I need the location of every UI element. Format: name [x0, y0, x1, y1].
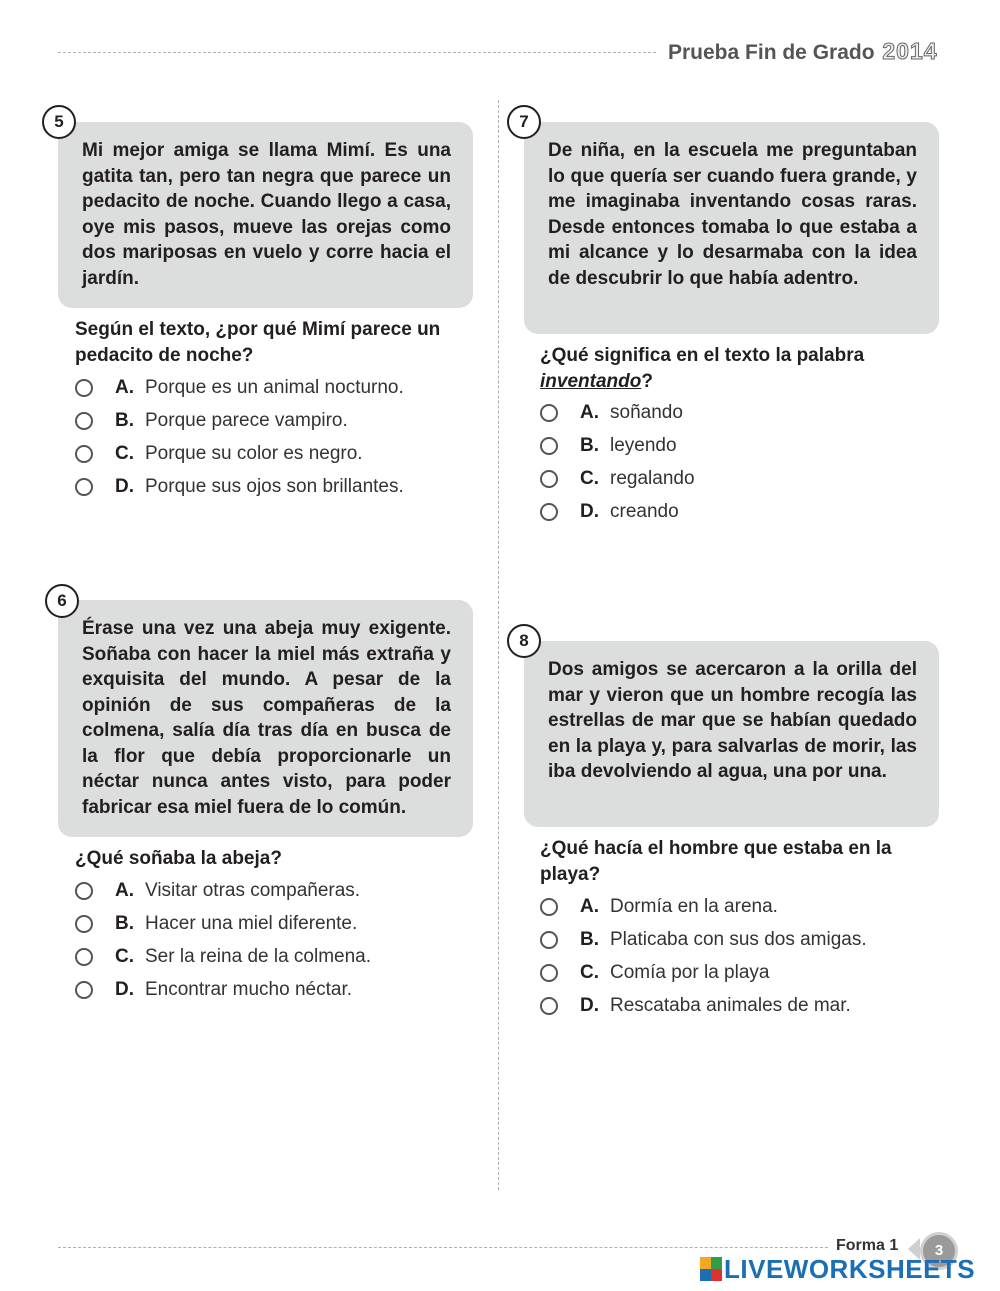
option-5b[interactable]: [75, 404, 404, 437]
option-letter: B.: [115, 912, 134, 934]
radio-circle-icon[interactable]: [75, 445, 93, 463]
options-5: [75, 371, 404, 503]
radio-circle-icon[interactable]: [75, 882, 93, 900]
options-8: [540, 890, 867, 1022]
option-letter: A.: [115, 879, 134, 901]
option-letter: C.: [115, 442, 134, 464]
page-title: [668, 38, 938, 65]
option-7a[interactable]: [540, 396, 695, 429]
option-letter: A.: [580, 401, 599, 423]
options-7: [540, 396, 695, 528]
radio-circle-icon[interactable]: [75, 412, 93, 430]
question-number-8: 8: [507, 624, 541, 658]
radio-circle-icon[interactable]: [75, 478, 93, 496]
column-divider: [498, 100, 499, 1190]
options-6: [75, 874, 371, 1006]
option-text: Dormía en la arena.: [610, 895, 778, 917]
option-text: Porque sus ojos son brillantes.: [145, 475, 404, 497]
option-8d[interactable]: [540, 989, 867, 1022]
brand-name: LIVEWORKSHEETS: [724, 1254, 976, 1284]
radio-circle-icon[interactable]: [540, 997, 558, 1015]
option-letter: B.: [115, 409, 134, 431]
radio-circle-icon[interactable]: [75, 915, 93, 933]
option-letter: B.: [580, 928, 599, 950]
option-letter: C.: [580, 961, 599, 983]
option-text: Visitar otras compañeras.: [145, 879, 361, 901]
page-title-year: 2014: [882, 38, 938, 64]
option-text: leyendo: [610, 434, 677, 456]
page-number: 3: [920, 1232, 958, 1270]
option-6a[interactable]: [75, 874, 371, 907]
option-text: Porque es un animal nocturno.: [145, 376, 404, 398]
option-5d[interactable]: [75, 470, 404, 503]
passage-5: Mi mejor amiga se llama Mimí. Es una gatita tan, pero tan negra que parece un pedacito de noche. Cuando llego a casa, oye mis pasos, mueve las orejas como dos mariposas en vuelo y corre hacia el jardín.: [58, 122, 473, 308]
question-7-keyword: inventando: [540, 371, 642, 392]
option-8a[interactable]: [540, 890, 867, 923]
option-letter: D.: [580, 500, 599, 522]
question-7: [540, 343, 935, 395]
option-letter: D.: [115, 978, 134, 1000]
question-number-7: 7: [507, 105, 541, 139]
option-5a[interactable]: [75, 371, 404, 404]
header-rule: [58, 52, 656, 53]
radio-circle-icon[interactable]: [540, 404, 558, 422]
radio-circle-icon[interactable]: [540, 898, 558, 916]
option-7c[interactable]: [540, 462, 695, 495]
option-text: Porque parece vampiro.: [145, 409, 348, 431]
radio-circle-icon[interactable]: [540, 470, 558, 488]
question-7-prefix: ¿Qué significa en el texto la palabra: [540, 345, 865, 366]
option-8c[interactable]: [540, 956, 867, 989]
radio-circle-icon[interactable]: [75, 379, 93, 397]
option-8b[interactable]: [540, 923, 867, 956]
question-8: ¿Qué hacía el hombre que estaba en la playa?: [540, 838, 892, 885]
radio-circle-icon[interactable]: [540, 964, 558, 982]
question-6: ¿Qué soñaba la abeja?: [75, 848, 282, 869]
option-text: Rescataba animales de mar.: [610, 994, 851, 1016]
option-text: Encontrar mucho néctar.: [145, 978, 352, 1000]
option-text: regalando: [610, 467, 695, 489]
passage-6: Érase una vez una abeja muy exigente. Soñaba con hacer la miel más extraña y exquisita del mundo. A pesar de la opinión de sus compañeras de la colmena, salía día tras día en busca de la flor que debía proporcionarle un néctar nunca antes visto, para poder fabricar esa miel fuera de lo común.: [58, 600, 473, 837]
question-number-5: 5: [42, 105, 76, 139]
option-6c[interactable]: [75, 940, 371, 973]
question-number-6: 6: [45, 584, 79, 618]
option-6d[interactable]: [75, 973, 371, 1006]
option-text: Ser la reina de la colmena.: [145, 945, 372, 967]
option-text: Comía por la playa: [610, 961, 770, 983]
radio-circle-icon[interactable]: [75, 981, 93, 999]
footer-rule: [58, 1247, 828, 1248]
option-text: soñando: [610, 401, 683, 423]
option-7d[interactable]: [540, 495, 695, 528]
option-letter: A.: [580, 895, 599, 917]
option-text: Platicaba con sus dos amigas.: [610, 928, 867, 950]
option-letter: D.: [115, 475, 134, 497]
radio-circle-icon[interactable]: [540, 437, 558, 455]
form-label: Forma 1: [836, 1237, 899, 1254]
option-letter: B.: [580, 434, 599, 456]
passage-7: De niña, en la escuela me preguntaban lo que quería ser cuando fuera grande, y me imaginaba inventando cosas raras. Desde entonces tomaba lo que estaba a mi alcance y lo desarmaba con la idea de descubrir lo que había adentro.: [524, 122, 939, 334]
question-5: Según el texto, ¿por qué Mimí parece un pedacito de noche?: [75, 319, 441, 366]
option-6b[interactable]: [75, 907, 371, 940]
option-text: creando: [610, 500, 679, 522]
option-5c[interactable]: [75, 437, 404, 470]
option-letter: C.: [580, 467, 599, 489]
option-letter: A.: [115, 376, 134, 398]
radio-circle-icon[interactable]: [540, 503, 558, 521]
radio-circle-icon[interactable]: [75, 948, 93, 966]
passage-8: Dos amigos se acercaron a la orilla del mar y vieron que un hombre recogía las estrellas de mar que se habían quedado en la playa y, para salvarlas de morir, las iba devolviendo al agua, una por una.: [524, 641, 939, 827]
option-letter: C.: [115, 945, 134, 967]
option-text: Porque su color es negro.: [145, 442, 363, 464]
option-7b[interactable]: [540, 429, 695, 462]
option-letter: D.: [580, 994, 599, 1016]
question-7-suffix: ?: [641, 371, 653, 392]
radio-circle-icon[interactable]: [540, 931, 558, 949]
option-text: Hacer una miel diferente.: [145, 912, 358, 934]
page-title-text: Prueba Fin de Grado: [668, 41, 875, 64]
liveworksheets-logo-icon: [700, 1257, 722, 1281]
